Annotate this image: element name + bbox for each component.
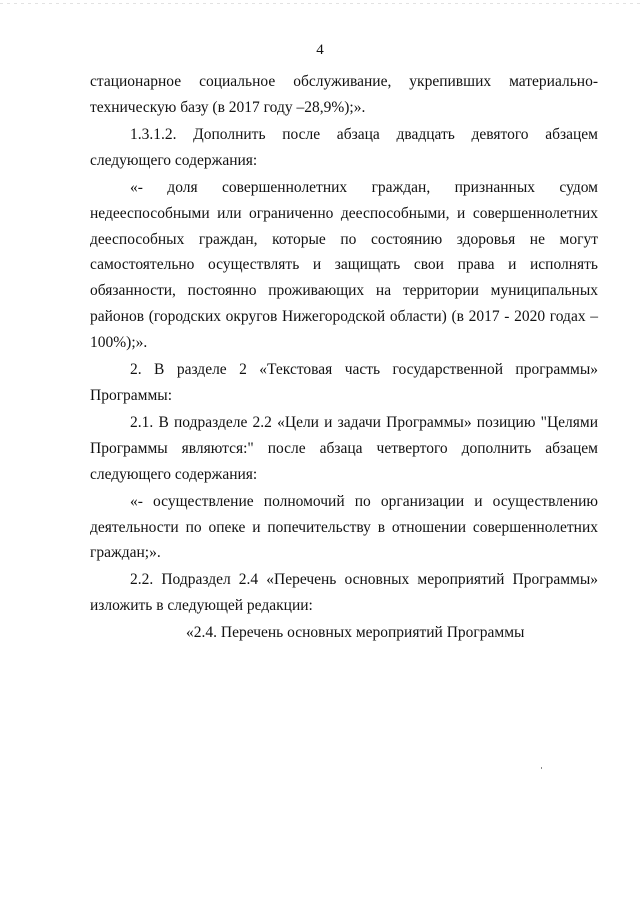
scan-edge-line: [0, 3, 640, 4]
page-number: 4: [316, 42, 324, 58]
paragraph-1-3-1-2: 1.3.1.2. Дополнить после абзаца двадцать девятого абзацем следующего содержания:: [90, 125, 598, 169]
paragraph-section-2: 2. В разделе 2 «Текстовая часть государственной программы» Программы:: [90, 360, 598, 404]
paragraph-continuation: стационарное социальное обслуживание, укрепивших материально-техническую базу (в 2017 году –28,9%);».: [90, 73, 598, 116]
paragraph-2-2: 2.2. Подраздел 2.4 «Перечень основных мероприятий Программы» изложить в следующей редакции:: [90, 571, 598, 615]
quoted-heading: «2.4. Перечень основных мероприятий Программы: [186, 624, 525, 642]
paragraph-quote-guardianship: «- осуществление полномочий по организации и осуществлению деятельности по опеке и попечительству в отношении совершеннолетних граждан;».: [90, 492, 598, 562]
paragraph-2-1: 2.1. В подразделе 2.2 «Цели и задачи Программы» позицию "Целями Программы являются:" после абзаца четвертого дополнить абзацем следующего содержания:: [90, 413, 598, 483]
scan-artifact-dot: [541, 767, 542, 769]
paragraph-quote-share: «- доля совершеннолетних граждан, признанных судом недееспособными или ограниченно дееспособными, и совершеннолетних дееспособных граждан, которые по состоянию здоровья не могут самостоятельно осуществлять и защищать свои права и исполнять обязанности, постоянно проживающих на территории муниципальных районов (городских округов Нижегородской области) (в 2017 - 2020 годах – 100%);».: [90, 178, 598, 351]
document-body: [90, 69, 598, 648]
